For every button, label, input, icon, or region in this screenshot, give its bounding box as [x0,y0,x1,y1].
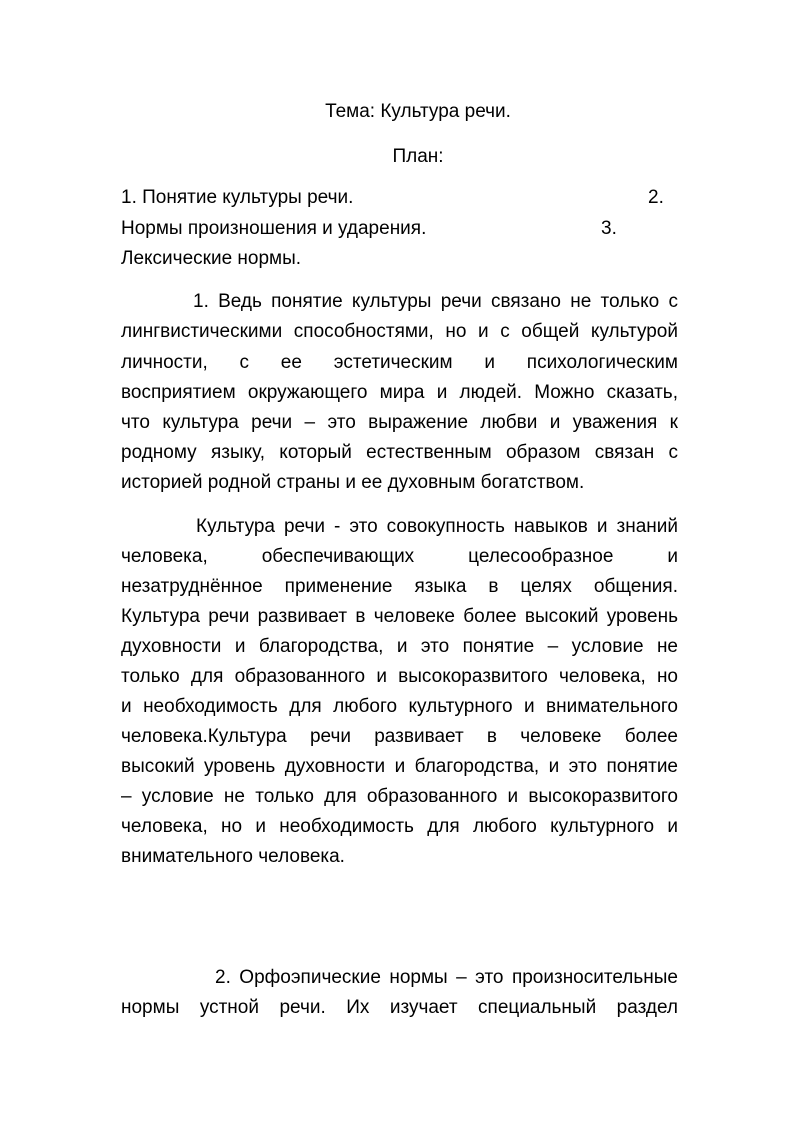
paragraph-1-line-3: личности, с ее эстетическим и психологическим [121,352,678,373]
paragraph-2-line-6: только для образованного и высокоразвитого человека, но [121,666,678,687]
plan-item-3-number: 3. [601,218,617,239]
plan-item-2-number: 2. [648,187,664,208]
plan-item-1: 1. Понятие культуры речи. [121,187,354,208]
plan-heading: План: [392,146,444,167]
plan-item-3-text: Лексические нормы. [121,248,302,269]
paragraph-2-line-4: Культура речи развивает в человеке более высокий уровень [121,606,678,627]
paragraph-2-line-5: духовности и благородства, и это понятие – условие не [121,636,678,657]
paragraph-1-line-7: историей родной страны и ее духовным богатством. [121,472,585,493]
paragraph-2-line-2: человека, обеспечивающих целесообразное и [121,546,678,567]
paragraph-3-line-2: нормы устной речи. Их изучает специальный раздел [121,997,678,1018]
document-title: Тема: Культура речи. [325,101,511,122]
paragraph-2-line-11: человека, но и необходимость для любого культурного и [121,816,678,837]
paragraph-2-line-7: и необходимость для любого культурного и внимательного [121,696,678,717]
paragraph-3-line-1: 2. Орфоэпические нормы – это произносительные [215,967,678,988]
paragraph-2-line-12: внимательного человека. [121,846,345,867]
paragraph-2-line-9: высокий уровень духовности и благородства, и это понятие [121,756,678,777]
plan-item-2-text: Нормы произношения и ударения. [121,218,427,239]
paragraph-1-line-5: что культура речи – это выражение любви и уважения к [121,412,678,433]
paragraph-1-line-2: лингвистическими способностями, но и с общей культурой [121,321,678,342]
paragraph-2-line-10: – условие не только для образованного и высокоразвитого [121,786,678,807]
paragraph-2-line-3: незатруднённое применение языка в целях общения. [121,576,678,597]
paragraph-1-line-1: 1. Ведь понятие культуры речи связано не только с [193,291,678,312]
paragraph-2-line-1: Культура речи - это совокупность навыков и знаний [196,516,678,537]
paragraph-1-line-4: восприятием окружающего мира и людей. Можно сказать, [121,382,678,403]
paragraph-2-line-8: человека.Культура речи развивает в человеке более [121,726,678,747]
paragraph-1-line-6: родному языку, который естественным образом связан с [121,442,678,463]
